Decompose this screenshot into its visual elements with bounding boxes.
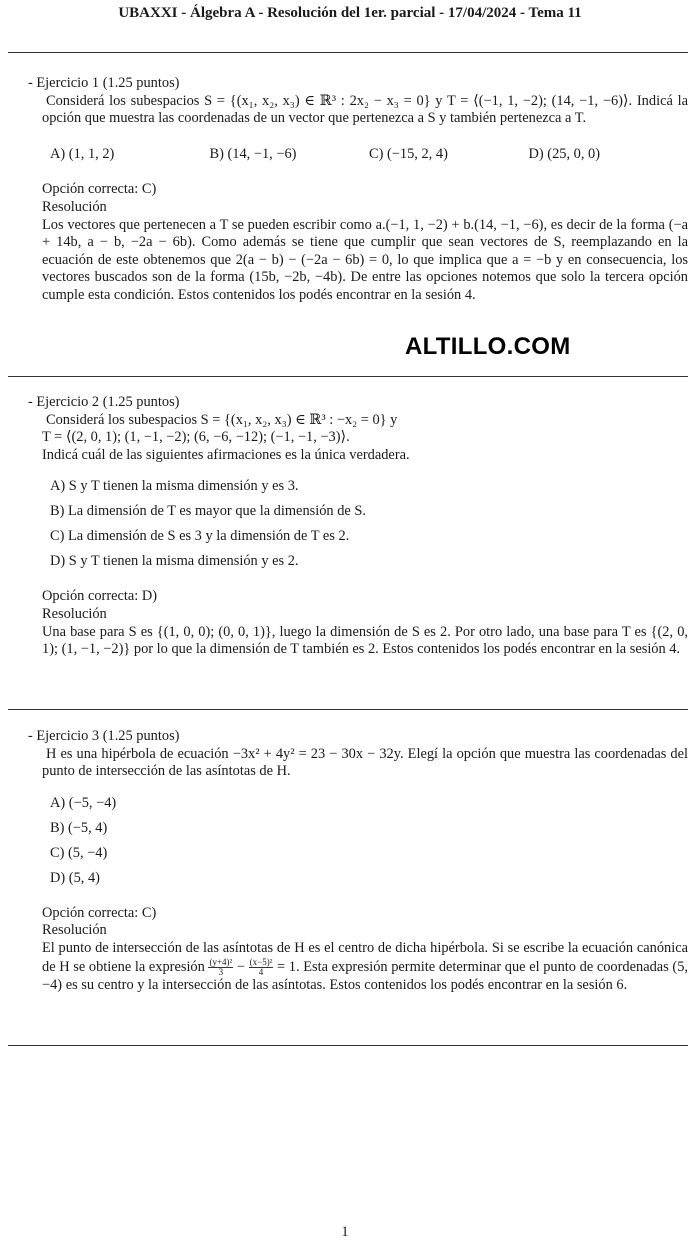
- divider: [8, 52, 688, 53]
- watermark-logo: ALTILLO.COM: [405, 333, 571, 360]
- option-c: C) La dimensión de S es 3 y la dimensión de T es 2.: [50, 528, 350, 545]
- options: [50, 478, 688, 578]
- option-b: B) (−5, 4): [50, 819, 108, 836]
- resolution-text-a: El punto de intersección de las asíntotas de H es el centro de dicha hipérbola. Si se escribe la ecuación canónica de H se obtiene la expresión: [42, 939, 688, 975]
- exercise-heading: - Ejercicio 2 (1.25 puntos): [28, 394, 180, 410]
- option-a: A) (−5, −4): [50, 794, 117, 811]
- resolution-text-b: = 1. Esta expresión permite determinar que el punto de coordenadas (5, −4) es su centro y la intersección de las asíntotas. Estos contenidos los podés encontrar en la sesión 6.: [42, 958, 688, 993]
- exercise-statement-line-2: T = ⟨(2, 0, 1); (1, −1, −2); (6, −6, −12); (−1, −1, −3)⟩.: [42, 429, 350, 446]
- divider: [8, 376, 688, 377]
- resolution-label: Resolución: [42, 198, 107, 215]
- exercise-statement-line-1: Considerá los subespacios S = {(x₁, x₂, x₃) ∈ ℝ³ : −x₂ = 0} y: [46, 411, 398, 428]
- exercise-heading: - Ejercicio 1 (1.25 puntos): [28, 75, 180, 91]
- numerator: (x−5)²: [249, 956, 273, 967]
- minus-sign: −: [233, 958, 249, 975]
- document-title: UBAXXI - Álgebra A - Resolución del 1er. parcial - 17/04/2024 - Tema 11: [118, 5, 582, 21]
- fraction-2: [249, 958, 274, 977]
- options: [50, 146, 688, 164]
- exercise-1: [28, 75, 688, 305]
- option-a: A) S y T tienen la misma dimensión y es 3.: [50, 478, 299, 495]
- correct-option: Opción correcta: C): [42, 181, 157, 198]
- resolution-label: Resolución: [42, 605, 107, 622]
- option-c: C) (−15, 2, 4): [369, 145, 448, 162]
- option-d: D) (25, 0, 0): [528, 145, 601, 162]
- exercise-2: [28, 394, 688, 659]
- option-c: C) (5, −4): [50, 844, 108, 861]
- correct-option: Opción correcta: C): [42, 904, 157, 921]
- exercise-statement: Considerá los subespacios S = {(x₁, x₂, x₃) ∈ ℝ³ : 2x₂ − x₃ = 0} y T = ⟨(−1, 1, −2); (14, −1, −6)⟩. Indicá la opción que muestra las coordenadas de un vector que pertenezca a S y también pertenezca a T.: [42, 92, 688, 127]
- fraction-1: [208, 958, 233, 977]
- denominator: 4: [258, 966, 264, 977]
- exercise-heading: - Ejercicio 3 (1.25 puntos): [28, 728, 180, 744]
- option-b: B) (14, −1, −6): [209, 145, 297, 162]
- option-b: B) La dimensión de T es mayor que la dimensión de S.: [50, 503, 367, 520]
- resolution-label: Resolución: [42, 922, 107, 939]
- correct-option: Opción correcta: D): [42, 588, 158, 605]
- resolution-text: Los vectores que pertenecen a T se pueden escribir como a.(−1, 1, −2) + b.(14, −1, −6), es decir de la forma (−a + 14b, a − b, −2a − 6b). Como además se tiene que cumplir que sean vectores de S, reemplazando en la ecuación de este obtenemos que 2(a − b) − (−2a − 6b) = 0, lo que implica que a = −b y en consecuencia, los vectores buscados son de la forma (15b, −2b, −4b). De entre las opciones notemos que solo la tercera opción cumple esta condición. Estos contenidos los podés encontrar en la sesión 4.: [42, 216, 688, 303]
- numerator: (y+4)²: [209, 956, 233, 967]
- exercise-statement-line-3: Indicá cuál de las siguientes afirmaciones es la única verdadera.: [42, 446, 410, 463]
- exercise-statement: H es una hipérbola de ecuación −3x² + 4y² = 23 − 30x − 32y. Elegí la opción que muestra las coordenadas del punto de intersección de las asíntotas de H.: [42, 745, 688, 780]
- option-d: D) (5, 4): [50, 869, 100, 886]
- resolution-text: Una base para S es {(1, 0, 0); (0, 0, 1)}, luego la dimensión de S es 2. Por otro lado, una base para T es {(2, 0, 1); (1, −1, −2)} por lo que la dimensión de T también es 2. Estos contenidos los podés encontrar en la sesión 4.: [42, 623, 688, 658]
- page-number: 1: [341, 1224, 349, 1240]
- options: [50, 795, 688, 895]
- denominator: 3: [218, 966, 224, 977]
- resolution-text: [42, 940, 688, 994]
- option-a: A) (1, 1, 2): [50, 145, 115, 162]
- divider: [8, 1045, 688, 1046]
- divider: [8, 709, 688, 710]
- exercise-3: [28, 728, 688, 994]
- option-d: D) S y T tienen la misma dimensión y es 2.: [50, 553, 299, 570]
